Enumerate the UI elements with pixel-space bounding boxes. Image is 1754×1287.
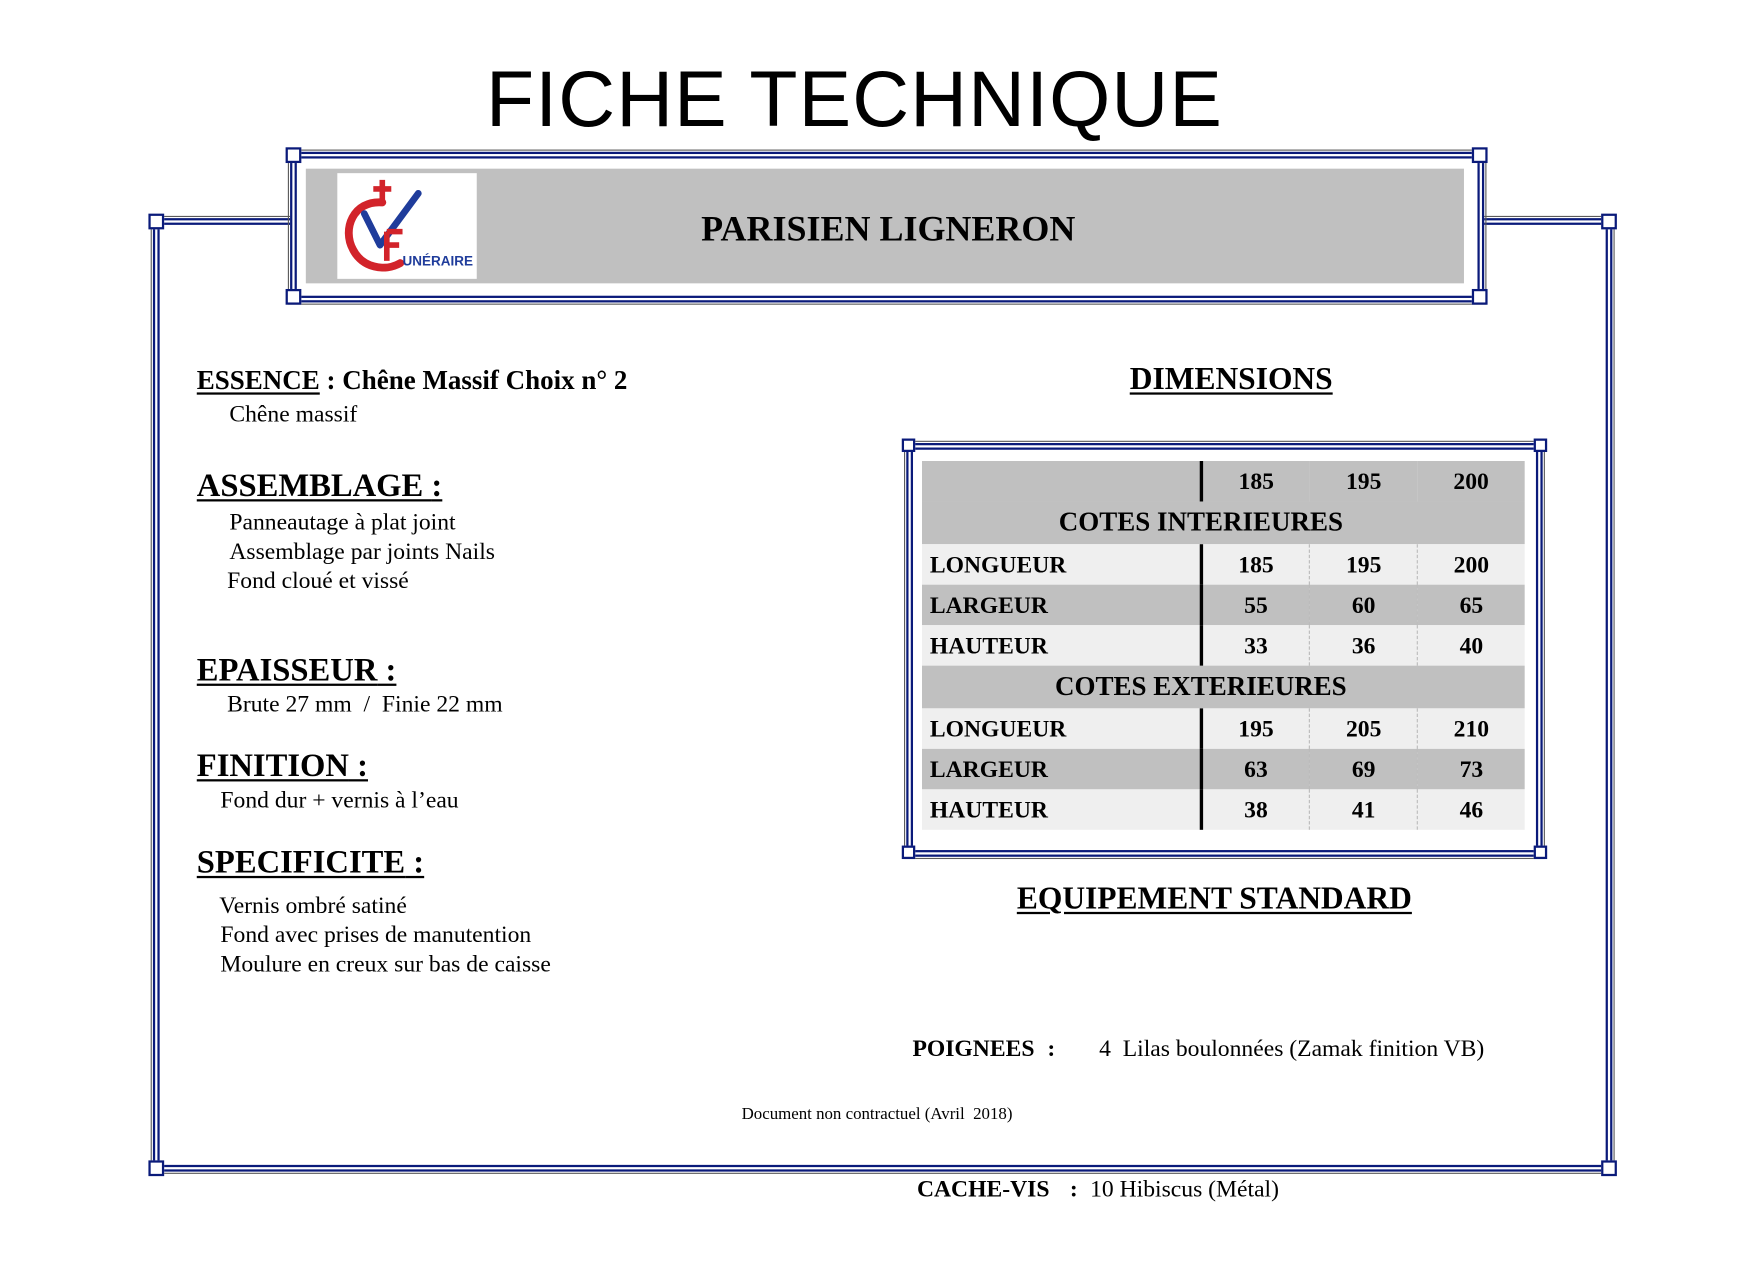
finition-label: FINITION bbox=[196, 747, 349, 784]
frame-corner bbox=[1601, 1160, 1617, 1176]
essence-line: Chêne massif bbox=[229, 400, 358, 428]
cell-value: 46 bbox=[1418, 789, 1525, 829]
frame-corner bbox=[1534, 439, 1547, 452]
essence-section: ESSENCE : Chêne Massif Choix n° 2 Chêne massif bbox=[196, 366, 628, 428]
table-header-label bbox=[922, 461, 1201, 501]
finition-line: Fond dur + vernis à l’eau bbox=[220, 785, 459, 813]
equipment-value: 10 Hibiscus (Métal) bbox=[1090, 1174, 1279, 1202]
cell-value: 63 bbox=[1201, 749, 1310, 789]
equipment-label: CACHE-VIS bbox=[916, 1174, 1050, 1202]
specificite-line: Moulure en creux sur bas de caisse bbox=[220, 950, 551, 978]
table-row bbox=[922, 544, 1525, 584]
equipment-title: EQUIPEMENT STANDARD bbox=[1016, 881, 1412, 917]
cell-value: 205 bbox=[1310, 708, 1418, 748]
equipment-item bbox=[882, 1147, 1485, 1231]
cell-value: 195 bbox=[1201, 708, 1310, 748]
table-row bbox=[922, 708, 1525, 748]
cell-value: 195 bbox=[1310, 544, 1418, 584]
row-label: LONGUEUR bbox=[922, 708, 1201, 748]
table-header-cell: 200 bbox=[1418, 461, 1525, 501]
assemblage-section: ASSEMBLAGE : Panneautage à plat joint Assemblage par joints Nails Fond cloué et vissé bbox=[196, 467, 495, 594]
table-row bbox=[922, 749, 1525, 789]
specificite-section: SPECIFICITE : Vernis ombré satiné Fond avec prises de manutention Moulure en creux sur bas de caisse bbox=[196, 844, 551, 978]
table-row bbox=[922, 585, 1525, 625]
frame-corner bbox=[1472, 289, 1488, 305]
essence-value: Chêne Massif Choix n° 2 bbox=[342, 366, 628, 396]
epaisseur-label: EPAISSEUR bbox=[196, 652, 378, 689]
essence-label: ESSENCE bbox=[196, 366, 320, 396]
cell-value: 55 bbox=[1201, 585, 1310, 625]
cell-value: 38 bbox=[1201, 789, 1310, 829]
frame-corner bbox=[902, 846, 915, 859]
row-label: HAUTEUR bbox=[922, 789, 1201, 829]
equipment-sep: : bbox=[1069, 1174, 1078, 1202]
cell-value: 200 bbox=[1418, 544, 1525, 584]
logo-icon bbox=[337, 173, 476, 279]
interior-section-title: COTES INTERIEURES bbox=[922, 501, 1525, 544]
assemblage-line: Assemblage par joints Nails bbox=[229, 537, 495, 565]
svg-text:UNÉRAIRE: UNÉRAIRE bbox=[402, 253, 473, 269]
page-title: FICHE TECHNIQUE bbox=[486, 55, 1224, 143]
epaisseur-line: Brute 27 mm / Finie 22 mm bbox=[227, 690, 503, 718]
frame-corner bbox=[1601, 214, 1617, 230]
exterior-section-title: COTES EXTERIEURES bbox=[922, 666, 1525, 709]
cell-value: 65 bbox=[1418, 585, 1525, 625]
cell-value: 69 bbox=[1310, 749, 1418, 789]
cell-value: 73 bbox=[1418, 749, 1525, 789]
assemblage-line: Fond cloué et vissé bbox=[227, 566, 409, 594]
row-label: HAUTEUR bbox=[922, 625, 1201, 665]
cell-value: 41 bbox=[1310, 789, 1418, 829]
row-label: LARGEUR bbox=[922, 585, 1201, 625]
cell-value: 40 bbox=[1418, 625, 1525, 665]
table-header-row bbox=[922, 461, 1525, 501]
frame-corner bbox=[1472, 147, 1488, 163]
table-header-cell: 185 bbox=[1201, 461, 1310, 501]
frame-corner bbox=[148, 1160, 164, 1176]
table-row bbox=[922, 625, 1525, 665]
specificite-line: Vernis ombré satiné bbox=[219, 891, 407, 919]
product-name: PARISIEN LIGNERON bbox=[701, 208, 1076, 249]
table-row bbox=[922, 789, 1525, 829]
epaisseur-section: EPAISSEUR : Brute 27 mm / Finie 22 mm bbox=[196, 652, 503, 718]
cell-value: 210 bbox=[1418, 708, 1525, 748]
dimensions-title: DIMENSIONS bbox=[1129, 362, 1333, 397]
row-label: LARGEUR bbox=[922, 749, 1201, 789]
frame-corner bbox=[286, 289, 302, 305]
specificite-label: SPECIFICITE bbox=[196, 844, 406, 881]
frame-corner bbox=[902, 439, 915, 452]
frame-corner bbox=[1534, 846, 1547, 859]
row-label: LONGUEUR bbox=[922, 544, 1201, 584]
cell-value: 36 bbox=[1310, 625, 1418, 665]
equipment-value: 4 Lilas boulonnées (Zamak finition VB) bbox=[1099, 1034, 1485, 1062]
specificite-line: Fond avec prises de manutention bbox=[220, 920, 532, 948]
table-section-row bbox=[922, 501, 1525, 544]
footer-note: Document non contractuel (Avril 2018) bbox=[741, 1105, 1013, 1124]
assemblage-line: Panneautage à plat joint bbox=[229, 508, 456, 536]
equipment-sep: : bbox=[1047, 1034, 1056, 1062]
cell-value: 60 bbox=[1310, 585, 1418, 625]
cell-value: 33 bbox=[1201, 625, 1310, 665]
table-header-cell: 195 bbox=[1310, 461, 1418, 501]
company-logo bbox=[337, 173, 476, 279]
assemblage-label: ASSEMBLAGE bbox=[196, 467, 432, 504]
frame-corner bbox=[148, 214, 164, 230]
table-section-row bbox=[922, 666, 1525, 709]
equipment-item bbox=[877, 1006, 1484, 1090]
cell-value: 185 bbox=[1201, 544, 1310, 584]
finition-section: FINITION : Fond dur + vernis à l’eau bbox=[196, 747, 459, 813]
dimensions-table bbox=[922, 461, 1525, 830]
frame-corner bbox=[286, 147, 302, 163]
equipment-label: POIGNEES bbox=[912, 1034, 1035, 1062]
